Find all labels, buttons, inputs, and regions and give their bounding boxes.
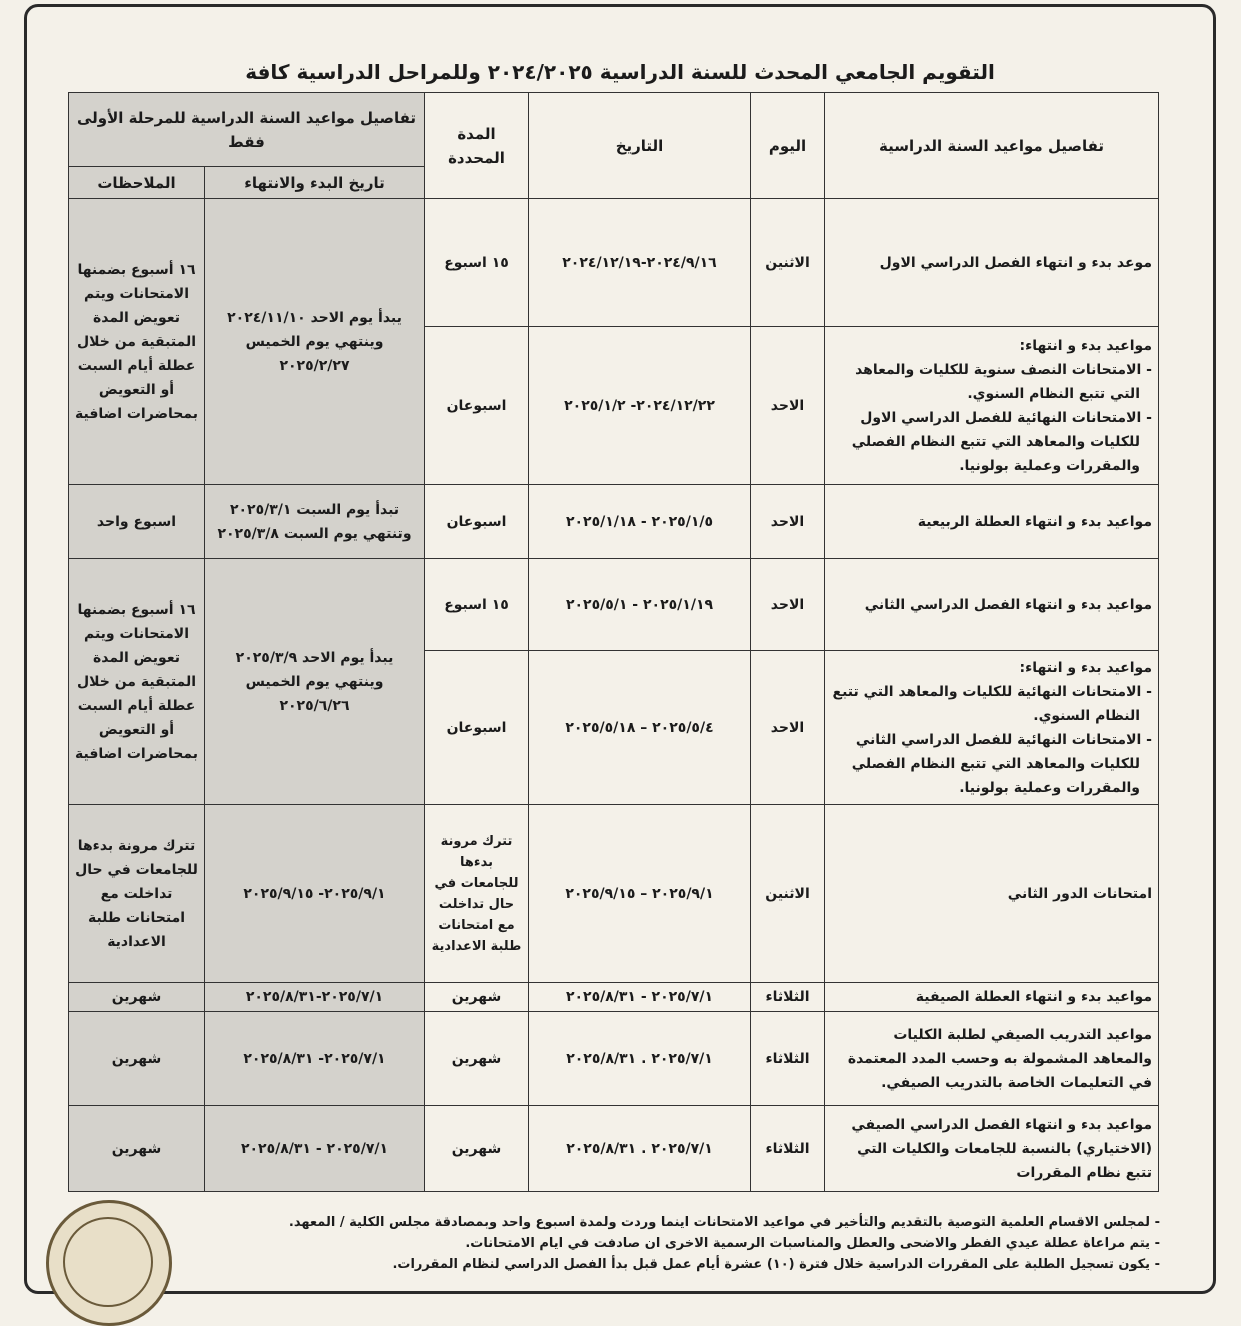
first-stage-notes: شهرين [69,983,205,1012]
first-stage-start-end: ٢٠٢٥/٧/١ - ٢٠٢٥/٨/٣١ [205,1106,425,1192]
calendar-table [68,92,1159,1192]
page-title: التقويم الجامعي المحدث للسنة الدراسية ٢٠٢٤/٢٠٢٥ وللمراحل الدراسية كافة [245,60,995,84]
row-duration: اسبوعان [425,651,529,805]
row-day: الاثنين [751,805,825,983]
first-stage-start-end: تبدأ يوم السبت ٢٠٢٥/٣/١ وتنتهي يوم السبت ٢٠٢٥/٣/٨ [205,485,425,559]
first-stage-start-end: ٢٠٢٥/٧/١-٢٠٢٥/٨/٣١ [205,983,425,1012]
first-stage-notes: شهرين [69,1106,205,1192]
table-row [69,983,1159,1012]
row-day: الاحد [751,651,825,805]
row-date: ٢٠٢٥/٩/١ – ٢٠٢٥/٩/١٥ [529,805,751,983]
row-date: ٢٠٢٥/٧/١ - ٢٠٢٥/٨/٣١ [529,983,751,1012]
table-row [69,1106,1159,1192]
row-desc-item: - الامتحانات النهائية للفصل الدراسي الاول للكليات والمعاهد التي تتبع النظام الفصلي والمقررات وعملية بولونيا. [831,406,1152,478]
row-desc: امتحانات الدور الثاني [825,805,1159,983]
table-row [69,805,1159,983]
header-date: التاريخ [529,93,751,199]
first-stage-notes: ١٦ أسبوع بضمنها الامتحانات ويتم تعويض المدة المتبقية من خلال عطلة أيام السبت أو التعويض بمحاضرات اضافية [69,199,205,485]
first-stage-notes: شهرين [69,1012,205,1106]
row-desc: مواعيد بدء و انتهاء الفصل الدراسي الثاني [825,559,1159,651]
row-duration: ١٥ اسبوع [425,559,529,651]
row-day: الثلاثاء [751,1012,825,1106]
row-duration: ١٥ اسبوع [425,199,529,327]
seal-inner-ring [63,1217,153,1307]
header-duration: المدة المحددة [425,93,529,199]
first-stage-notes: اسبوع واحد [69,485,205,559]
first-stage-start-end: يبدأ يوم الاحد ٢٠٢٤/١١/١٠ وينتهي يوم الخميس ٢٠٢٥/٢/٢٧ [205,199,425,485]
row-date: ٢٠٢٤/٩/١٦-٢٠٢٤/١٢/١٩ [529,199,751,327]
row-duration: اسبوعان [425,327,529,485]
row-desc-item: - الامتحانات النهائية للفصل الدراسي الثاني للكليات والمعاهد التي تتبع النظام الفصلي والمقررات وعملية بولونيا. [831,728,1152,800]
first-stage-notes: تترك مرونة بدءها للجامعات في حال تداخلت مع امتحانات طلبة الاعدادية [69,805,205,983]
row-duration: شهرين [425,983,529,1012]
row-date: ٢٠٢٥/١/١٩ - ٢٠٢٥/٥/١ [529,559,751,651]
row-day: الاحد [751,485,825,559]
header-desc: تفاصيل مواعيد السنة الدراسية [825,93,1159,199]
row-day: الثلاثاء [751,1106,825,1192]
row-date: ٢٠٢٤/١٢/٢٢- ٢٠٢٥/١/٢ [529,327,751,485]
row-duration: اسبوعان [425,485,529,559]
row-date: ٢٠٢٥/٧/١ . ٢٠٢٥/٨/٣١ [529,1012,751,1106]
row-desc-item: - الامتحانات النهائية للكليات والمعاهد التي تتبع النظام السنوي. [831,680,1152,728]
row-desc: مواعيد بدء و انتهاء العطلة الربيعية [825,485,1159,559]
row-desc: مواعيد بدء و انتهاء العطلة الصيفية [825,983,1159,1012]
header-start-end: تاريخ البدء والانتهاء [205,167,425,199]
row-duration: شهرين [425,1106,529,1192]
row-desc: مواعيد التدريب الصيفي لطلبة الكليات والمعاهد المشمولة به وحسب المدد المعتمدة في التعليمات الخاصة بالتدريب الصيفي. [825,1012,1159,1106]
header-day: اليوم [751,93,825,199]
footer-notes [250,1212,1160,1275]
ministry-seal [46,1200,172,1326]
table-row [69,199,1159,327]
row-duration: شهرين [425,1012,529,1106]
row-date: ٢٠٢٥/١/٥ - ٢٠٢٥/١/١٨ [529,485,751,559]
row-desc-intro: مواعيد بدء و انتهاء: [1019,337,1152,354]
row-duration: تترك مرونة بدءها للجامعات في حال تداخلت مع امتحانات طلبة الاعدادية [425,805,529,983]
row-desc [825,327,1159,485]
footer-note: - يتم مراعاة عطلة عيدي الفطر والاضحى والعطل والمناسبات الرسمية الاخرى ان صادفت في ايام الامتحانات. [250,1233,1160,1254]
row-day: الاحد [751,327,825,485]
row-desc-intro: مواعيد بدء و انتهاء: [1019,659,1152,676]
table-row [69,1012,1159,1106]
footer-note: - لمجلس الاقسام العلمية التوصية بالتقديم والتأخير في مواعيد الامتحانات اينما وردت ولمدة اسبوع واحد وبمصادقة مجلس الكلية / المعهد. [250,1212,1160,1233]
first-stage-start-end: ٢٠٢٥/٧/١- ٢٠٢٥/٨/٣١ [205,1012,425,1106]
row-desc [825,651,1159,805]
header-first-stage: تفاصيل مواعيد السنة الدراسية للمرحلة الأولى فقط [69,93,425,167]
row-desc: مواعيد بدء و انتهاء الفصل الدراسي الصيفي (الاختياري) بالنسبة للجامعات والكليات التي تتبع نظام المقررات [825,1106,1159,1192]
row-date: ٢٠٢٥/٥/٤ – ٢٠٢٥/٥/١٨ [529,651,751,805]
row-date: ٢٠٢٥/٧/١ . ٢٠٢٥/٨/٣١ [529,1106,751,1192]
row-desc-item: - الامتحانات النصف سنوية للكليات والمعاهد التي تتبع النظام السنوي. [831,358,1152,406]
footer-note: - يكون تسجيل الطلبة على المقررات الدراسية خلال فترة (١٠) عشرة أيام عمل قبل بدأ الفصل الدراسي لنظام المقررات. [250,1254,1160,1275]
row-day: الاثنين [751,199,825,327]
row-day: الاحد [751,559,825,651]
table-row [69,485,1159,559]
table-row [69,559,1159,651]
first-stage-notes: ١٦ أسبوع بضمنها الامتحانات ويتم تعويض المدة المتبقية من خلال عطلة أيام السبت أو التعويض بمحاضرات اضافية [69,559,205,805]
row-day: الثلاثاء [751,983,825,1012]
header-notes: الملاحظات [69,167,205,199]
row-desc: موعد بدء و انتهاء الفصل الدراسي الاول [825,199,1159,327]
first-stage-start-end: ٢٠٢٥/٩/١- ٢٠٢٥/٩/١٥ [205,805,425,983]
first-stage-start-end: يبدأ يوم الاحد ٢٠٢٥/٣/٩ وينتهي يوم الخميس ٢٠٢٥/٦/٢٦ [205,559,425,805]
